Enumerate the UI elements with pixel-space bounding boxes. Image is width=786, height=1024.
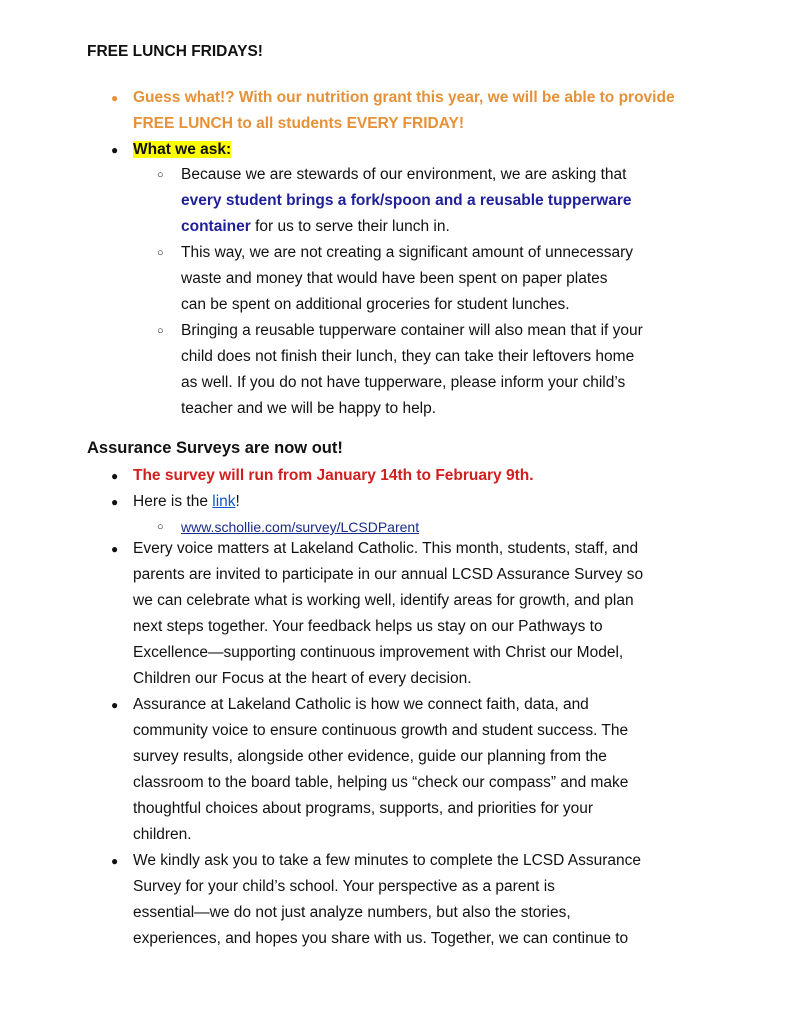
circle-bullet-icon: ○ [157,169,164,181]
p2-line-4: classroom to the board table, helping us “check our compass” and make [133,774,629,791]
circle-bullet-icon: ○ [157,247,164,259]
circle-bullet-icon: ○ [157,521,164,533]
ask-c-line-1: Bringing a reusable tupperware container will also mean that if your [181,322,643,339]
bullet-icon: ● [111,143,119,157]
here-prefix: Here is the [133,493,213,510]
list-item [157,318,741,422]
here-suffix: ! [235,493,240,510]
bullet-icon: ● [111,495,119,509]
ask-a-line-3 [181,214,741,240]
survey-paragraph-list [111,536,773,952]
ask-c-line-3: as well. If you do not have tupperware, please inform your child’s [181,374,626,391]
ask-b-line-3: can be spent on additional groceries for student lunches. [181,296,570,313]
list-item [157,240,741,318]
here-is-link-line [133,489,773,515]
ask-sub-list [157,162,741,422]
p3-line-2: Survey for your child’s school. Your perspective as a parent is [133,878,555,895]
p1-line-2: parents are invited to participate in our annual LCSD Assurance Survey so [133,566,644,583]
survey-dates: The survey will run from January 14th to February 9th. [133,467,534,484]
p1-line-1: Every voice matters at Lakeland Catholic. This month, students, staff, and [133,540,639,557]
p1-line-5: Excellence—supporting continuous improvement with Christ our Model, [133,644,624,661]
bullet-icon: ● [111,91,119,105]
intro-line-2: FREE LUNCH to all students EVERY FRIDAY! [133,115,464,132]
ask-a-line-1: Because we are stewards of our environment, we are asking that [181,166,627,183]
list-item [111,692,773,848]
p3-line-3: essential—we do not just analyze numbers, but also the stories, [133,904,571,921]
list-item [111,137,232,163]
p1-line-4: next steps together. Your feedback helps us stay on our Pathways to [133,618,603,635]
assurance-surveys-heading: Assurance Surveys are now out! [87,439,343,457]
survey-info-list [111,463,773,515]
ask-c-line-4: teacher and we will be happy to help. [181,400,437,417]
intro-line-1: Guess what!? With our nutrition grant this year, we will be able to provide [133,89,675,106]
p3-line-4: experiences, and hopes you share with us. Together, we can continue to [133,930,629,947]
p2-line-5: thoughtful choices about programs, supports, and priorities for your [133,800,594,817]
free-lunch-intro-list [111,85,753,137]
survey-link[interactable]: link [212,493,236,510]
p3-line-1: We kindly ask you to take a few minutes to complete the LCSD Assurance [133,852,642,869]
container-emphasis: container [181,218,251,235]
p2-line-1: Assurance at Lakeland Catholic is how we connect faith, data, and [133,696,589,713]
what-we-ask-list [111,137,232,163]
p2-line-6: children. [133,826,192,843]
p2-line-3: survey results, alongside other evidence, guide our planning from the [133,748,607,765]
survey-url-link[interactable]: www.schollie.com/survey/LCSDParent [181,519,420,535]
ask-c-line-2: child does not finish their lunch, they can take their leftovers home [181,348,635,365]
ask-a-line-3-rest: for us to serve their lunch in. [250,218,450,235]
list-item [157,162,741,240]
what-we-ask-label: What we ask: [133,141,232,158]
free-lunch-heading: FREE LUNCH FRIDAYS! [87,43,263,60]
circle-bullet-icon: ○ [157,325,164,337]
p1-line-6: Children our Focus at the heart of every decision. [133,670,472,687]
ask-b-line-2: waste and money that would have been spent on paper plates [181,270,608,287]
list-item [111,489,773,515]
bullet-icon: ● [111,698,119,712]
bullet-icon: ● [111,854,119,868]
bullet-icon: ● [111,469,119,483]
list-item [111,85,753,137]
ask-b-line-1: This way, we are not creating a significant amount of unnecessary [181,244,634,261]
list-item [111,536,773,692]
list-item [111,463,773,489]
p1-line-3: we can celebrate what is working well, identify areas for growth, and plan [133,592,634,609]
ask-a-line-2: every student brings a fork/spoon and a reusable tupperware [181,192,632,209]
p2-line-2: community voice to ensure continuous growth and student success. The [133,722,629,739]
list-item [111,848,773,952]
bullet-icon: ● [111,542,119,556]
